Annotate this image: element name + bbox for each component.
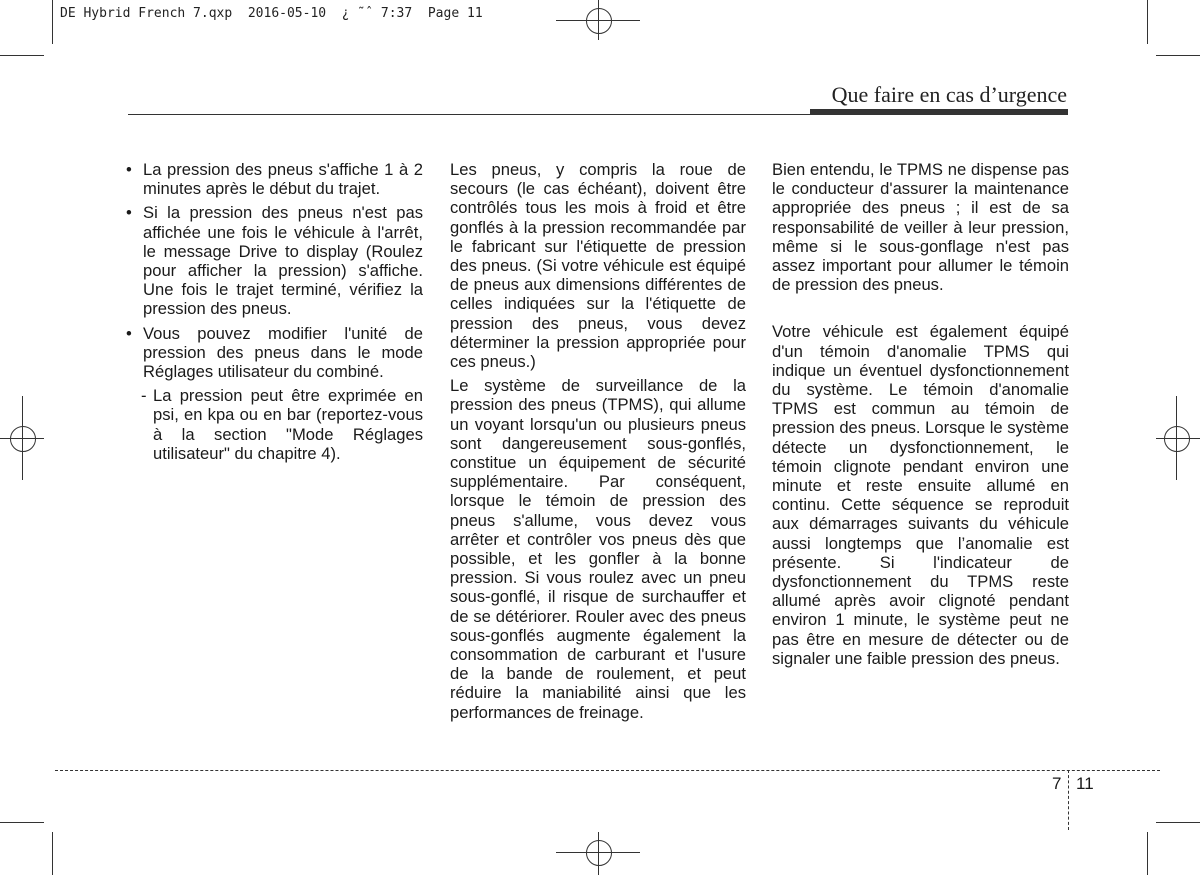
header-rule xyxy=(128,114,818,115)
crop-mark xyxy=(0,55,44,56)
print-slug: DE Hybrid French 7.qxp 2016-05-10 ¿ ˜ˆ 7:37 Page 11 xyxy=(60,6,483,21)
crop-mark xyxy=(1147,0,1148,44)
crop-mark xyxy=(1147,832,1148,875)
paragraph: Le système de surveillance de la pression des pneus (TPMS), qui allume un voyant lorsqu'un ou plusieurs pneus sont dangereusement sous-gonflés, constitue un équipement de sécurité supplémentaire. Par conséquent, lorsque le témoin de pression des pneus s'allume, vous devez vous arrêter et contrôler vos pneus dès que possible, et les gonfler à la bonne pression. Si vous roulez avec un pneu sous-gonflé, il risque de surchauffer et de se détériorer. Rouler avec des pneus sous-gonflés augmente également la consommation de carburant et l'usure de la bande de roulement, et peut réduire la maniabilité ainsi que les performances de freinage. xyxy=(450,376,746,722)
paragraph: Les pneus, y compris la roue de secours (le cas échéant), doivent être contrôlés tous les mois à froid et être gonflés à la pression recommandée par le fabricant sur l'étiquette de pression des pneus. (Si votre véhicule est équipé de pneus aux dimensions différentes de celles indiquées sur la l'étiquette de pression des pneus, vous devez déterminer la pression appropriée pour ces pneus.) xyxy=(450,160,746,372)
column-1 xyxy=(125,160,423,463)
page-number: 11 xyxy=(1076,774,1094,793)
paragraph: Bien entendu, le TPMS ne dispense pas le conducteur d'assurer la maintenance appropriée des pneus ; il est de sa responsabilité de veiller à leur pression, même si le sous-gonflage n'est pas assez important pour allumer le témoin de pression des pneus. xyxy=(772,160,1069,295)
paragraph: Votre véhicule est également équipé d'un témoin d'anomalie TPMS qui indique un éventuel dysfonctionnement du système. Le témoin d'anomalie TPMS est commun au témoin de pression des pneus. Lorsque le système détecte un dysfonctionnement, le témoin clignote pendant environ une minute et reste ensuite allumé en continu. Cette séquence se reproduit aux démarrages suivants du véhicule aussi longtemps que l’anomalie est présente. Si l'indicateur de dysfonctionnement du TPMS reste allumé après avoir clignoté pendant environ 1 minute, le système peut ne pas être en mesure de détecter ou de signaler une faible pression des pneus. xyxy=(772,322,1070,668)
crop-mark xyxy=(52,832,53,875)
bullet-item: • Vous pouvez modifier l'unité de pression des pneus dans le mode Réglages utilisateur du combiné. xyxy=(125,324,423,382)
section-title: Que faire en cas d’urgence xyxy=(831,82,1067,107)
bullet-item: • Si la pression des pneus n'est pas affichée une fois le véhicule à l'arrêt, le message Drive to display (Roulez pour afficher la pression) s'affiche. Une fois le trajet terminé, vérifiez la pression des pneus. xyxy=(125,203,423,318)
bullet-list xyxy=(125,160,423,381)
crop-mark xyxy=(0,822,44,823)
footer-rule xyxy=(55,770,1160,771)
crop-mark xyxy=(1156,55,1200,56)
chapter-number: 7 xyxy=(1052,774,1062,793)
page-number-separator xyxy=(1068,770,1069,830)
sub-item xyxy=(125,386,423,463)
sub-item-dash: - xyxy=(141,386,147,406)
header-rule-accent xyxy=(810,109,1068,115)
crop-mark xyxy=(1156,822,1200,823)
column-3 xyxy=(772,160,1069,668)
bullet-item: • La pression des pneus s'affiche 1 à 2 minutes après le début du trajet. xyxy=(125,160,423,198)
sub-item-text: La pression peut être exprimée en psi, en kpa ou en bar (reportez-vous à la section "Mode Réglages utilisateur" du chapitre 4). xyxy=(153,386,423,463)
column-2 xyxy=(450,160,746,722)
crop-mark xyxy=(52,0,53,44)
